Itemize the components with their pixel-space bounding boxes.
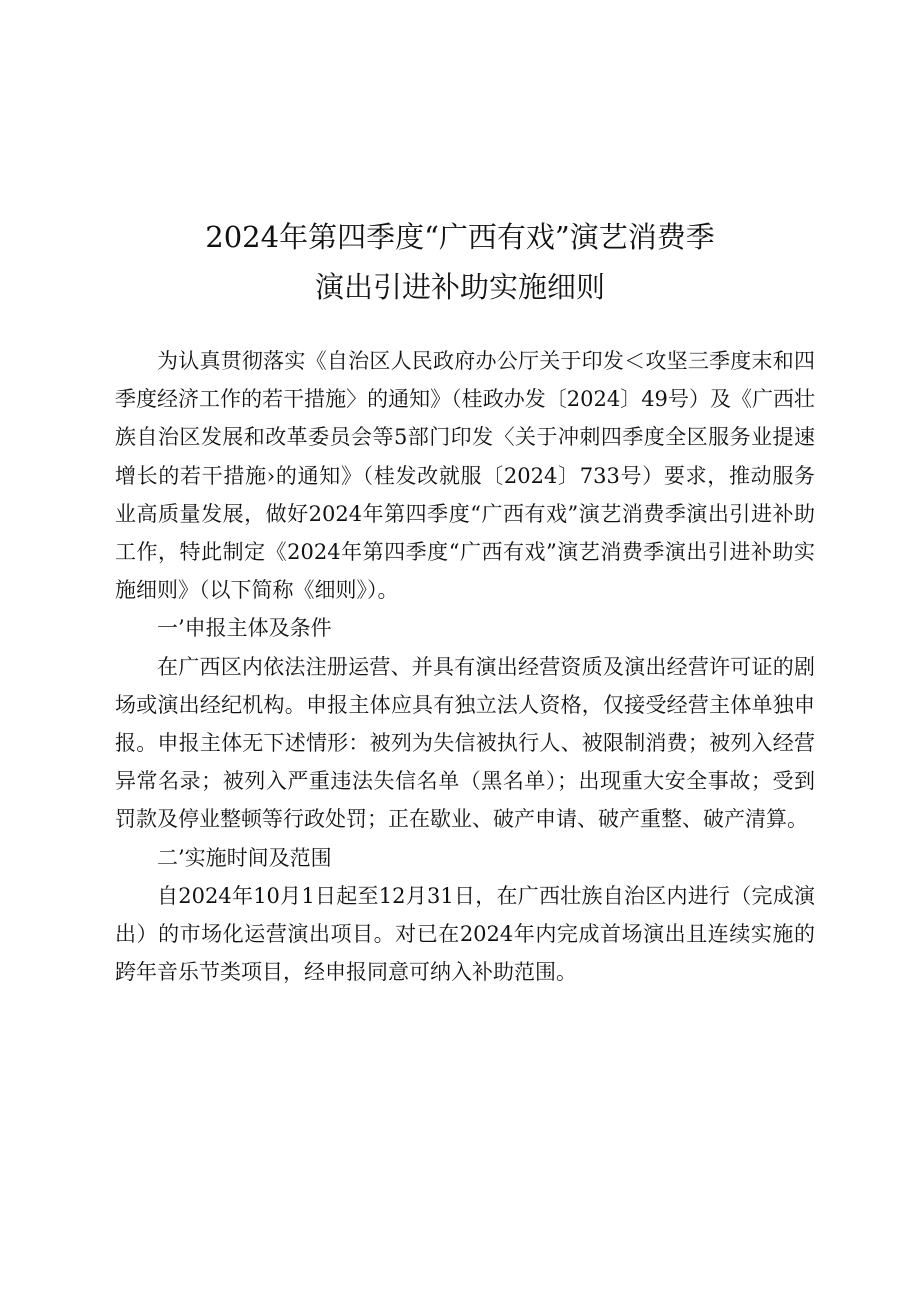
title-line-1: 2024年第四季度“广西有戏”演艺消费季 [205, 220, 715, 254]
title-line-2: 演出引进补助实施细则 [314, 270, 605, 304]
section-2-heading: 二’实施时间及范围 [157, 845, 332, 870]
intro-paragraph: 为认真贯彻落实《自治区人民政府办公厅关于印发＜攻坚三季度末和四季度经济工作的若干措施〉的通知》（桂政办发〔2024〕49号）及《广西壮族自治区发展和改革委员会等5部门印发〈关于冲刺四季度全区服务业提速增长的若干措施›的通知》（桂发改就服〔2024〕733号）要求，推动服务业高质量发展，做好2024年第四季度“广西有戏”演艺消费季演出引进补助工作，特此制定《2024年第四季度“广西有戏”演艺消费季演出引进补助实施细则》（以下简称《细则》）。 [115, 349, 815, 603]
document-title [0, 212, 920, 312]
section-1-heading: 一’申报主体及条件 [157, 616, 332, 641]
section-2-paragraph: 自2024年10月1日起至12月31日，在广西壮族自治区内进行（完成演出）的市场化运营演出项目。对已在2024年内完成首场演出且连续实施的跨年音乐节类项目，经申报同意可纳入补助范围。 [115, 883, 815, 985]
document-body [115, 342, 815, 991]
section-1-paragraph: 在广西区内依法注册运营、并具有演出经营资质及演出经营许可证的剧场或演出经纪机构。申报主体应具有独立法人资格，仅接受经营主体单独申报。申报主体无下述情形：被列为失信被执行人、被限制消费；被列入经营异常名录；被列入严重违法失信名单（黑名单）；出现重大安全事故；受到罚款及停业整顿等行政处罚；正在歇业、破产申请、破产重整、破产清算。 [115, 654, 815, 832]
